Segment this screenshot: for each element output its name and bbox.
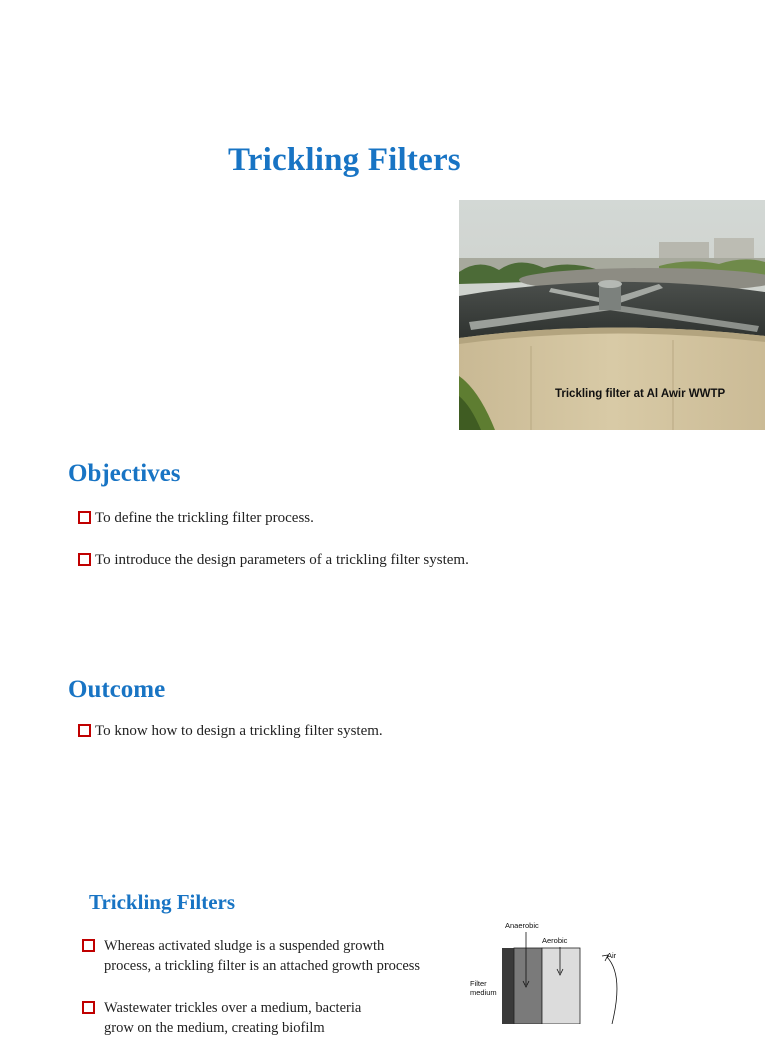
- filter-label-line: Filter: [470, 979, 487, 988]
- aerobic-layer: [542, 948, 580, 1024]
- slide-heading: Trickling Filters: [89, 890, 236, 914]
- objective-text: To introduce the design parameters of a trickling filter system.: [95, 552, 469, 568]
- objective-item: [78, 552, 469, 569]
- outcome-text: To know how to design a trickling filter system.: [95, 723, 383, 739]
- slide-bullet-line: grow on the medium, creating biofilm: [104, 1020, 325, 1036]
- outcome-heading: Outcome: [68, 676, 166, 703]
- slide-bullet-line: process, a trickling filter is an attached growth process: [104, 958, 421, 974]
- slide-bullet-line: Wastewater trickles over a medium, bacteria: [104, 1000, 362, 1016]
- trickling-filter-photo: [459, 200, 765, 430]
- bullet-box-icon: [78, 724, 91, 737]
- bullet-box-icon: [82, 1001, 95, 1014]
- bullet-box-icon: [78, 511, 91, 524]
- anaerobic-label: Anaerobic: [505, 921, 539, 930]
- anaerobic-layer: [514, 948, 542, 1024]
- bullet-box-icon: [82, 939, 95, 952]
- objective-text: To define the trickling filter process.: [95, 510, 314, 526]
- slide-bullet: [82, 998, 462, 1038]
- biofilm-diagram-graphic: [462, 915, 642, 1024]
- objective-item: [78, 510, 314, 527]
- filter-label-line: medium: [470, 988, 497, 997]
- filter-medium-layer: [502, 948, 514, 1024]
- air-label: Air: [607, 951, 617, 960]
- air-flow-curve: [607, 957, 617, 1024]
- aerobic-label: Aerobic: [542, 936, 568, 945]
- photo-caption: Trickling filter at Al Awir WWTP: [555, 388, 726, 400]
- objectives-heading: Objectives: [68, 460, 181, 487]
- page-title: Trickling Filters: [228, 142, 461, 178]
- biofilm-diagram: [462, 915, 642, 1024]
- slide-bullet: [82, 936, 462, 976]
- bullet-box-icon: [78, 553, 91, 566]
- slide-bullet-line: Whereas activated sludge is a suspended growth: [104, 938, 385, 954]
- outcome-item: [78, 723, 383, 740]
- filter-medium-label: [470, 979, 497, 997]
